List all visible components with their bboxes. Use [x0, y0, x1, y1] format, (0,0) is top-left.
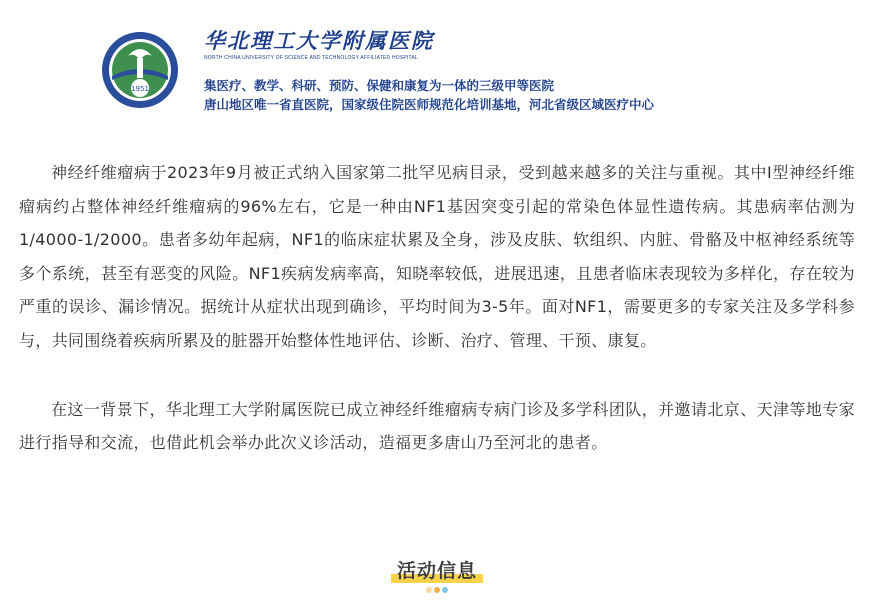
- hospital-brand: [204, 28, 824, 114]
- hospital-tagline-1: 集医疗、教学、科研、预防、保健和康复为一体的三级甲等医院: [204, 78, 555, 93]
- dot-icon: [426, 587, 432, 593]
- article-body: [19, 156, 855, 460]
- hospital-name: 华北理工大学附属医院: [204, 28, 434, 53]
- section-heading-text: 活动信息: [396, 560, 477, 582]
- hospital-logo: [100, 30, 180, 110]
- paragraph-background: 在这一背景下，华北理工大学附属医院已成立神经纤维瘤病专病门诊及多学科团队，并邀请北京、天津等地专家进行指导和交流，也借此机会举办此次义诊活动，造福更多唐山乃至河北的患者。: [19, 399, 855, 453]
- dot-icon: [434, 587, 440, 593]
- hospital-header: [100, 22, 820, 122]
- paragraph-intro: 神经纤维瘤病于2023年9月被正式纳入国家第二批罕见病目录，受到越来越多的关注与重视。其中Ⅰ型神经纤维瘤病约占整体神经纤维瘤病的96%左右，它是一种由NF1基因突变引起的常染色体显性遗传病。其患病率估测为1/4000-1/2000。患者多幼年起病，NF1的临床症状累及全身，涉及皮肤、软组织、内脏、骨骼及中枢神经系统等多个系统，甚至有恶变的风险。NF1疾病发病率高，知晓率较低，进展迅速，且患者临床表现较为多样化，存在较为严重的误诊、漏诊情况。据统计从症状出现到确诊，平均时间为3-5年。面对NF1，需要更多的专家关注及多学科参与，共同围绕着疾病所累及的脏器开始整体性地评估、诊断、治疗、管理、干预、康复。: [19, 163, 855, 350]
- hospital-name-en: NORTH CHINA UNIVERSITY OF SCIENCE AND TECHNOLOGY AFFILIATED HOSPITAL: [204, 55, 418, 61]
- decorative-dots: [0, 587, 874, 595]
- hospital-tagline-2: 唐山地区唯一省直医院，国家级住院医师规范化培训基地，河北省级区域医疗中心: [204, 97, 655, 112]
- section-heading: [0, 556, 874, 586]
- dot-icon: [442, 587, 448, 593]
- logo-year: 1951: [131, 85, 149, 93]
